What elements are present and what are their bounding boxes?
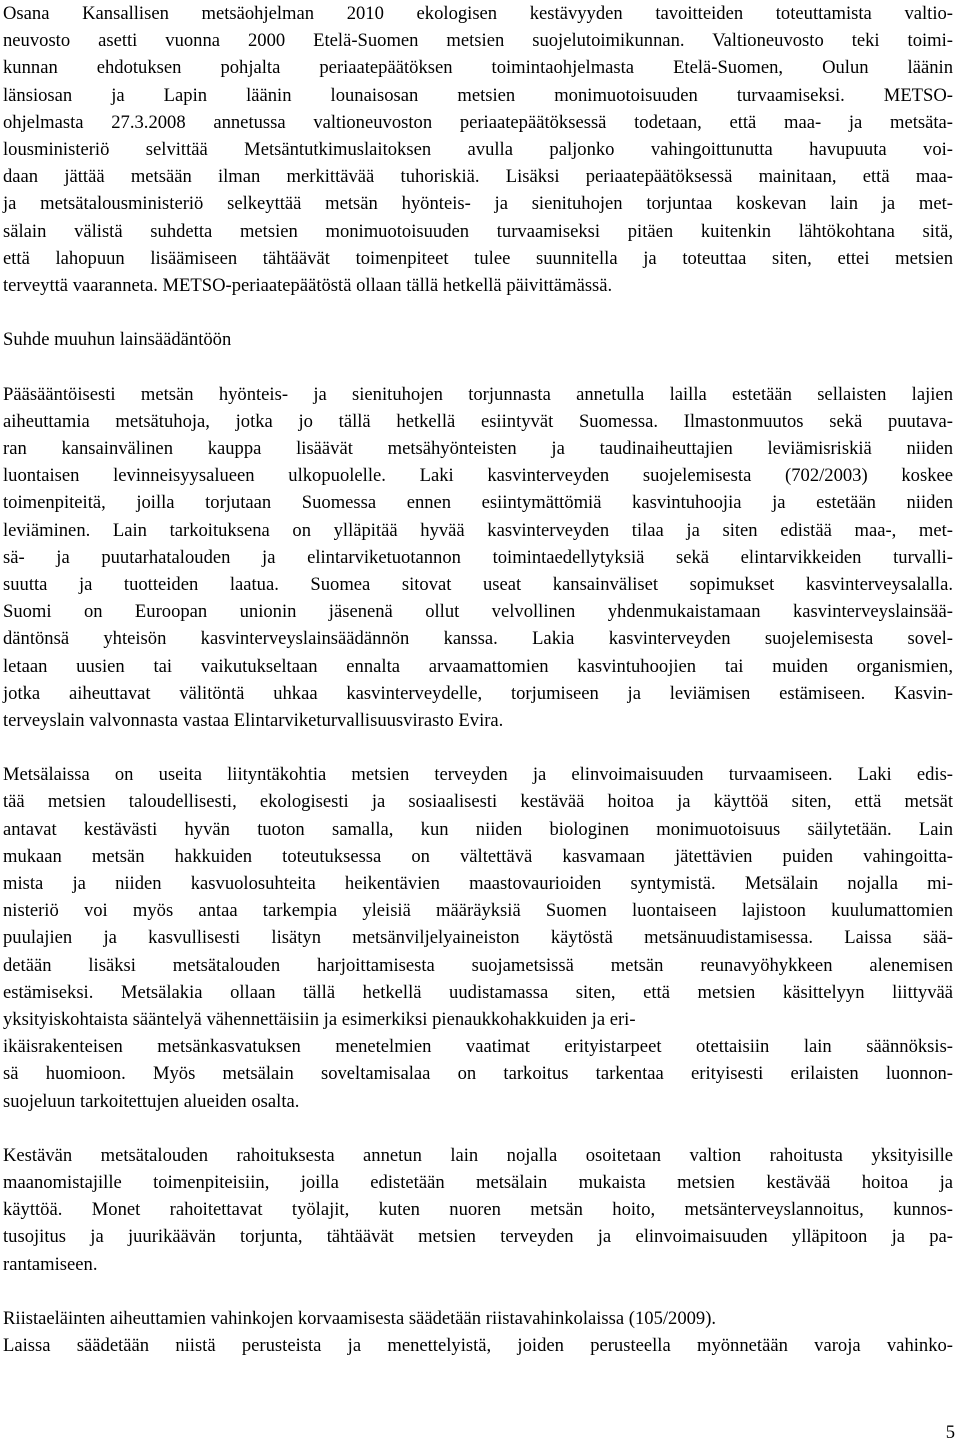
text-line: jotka aiheuttavat välitöntä uhkaa kasvinterveydelle, torjumiseen ja leviämisen estämiseen. Kasvin- — [3, 682, 953, 704]
text-line: neuvosto asetti vuonna 2000 Etelä-Suomen metsien suojelutoimikunnan. Valtioneuvosto teki toimi- — [3, 30, 953, 52]
paragraph-forest-act — [3, 761, 953, 1114]
text-line: kunnan ehdotuksen pohjalta periaatepäätöksen toimintaohjelmasta Etelä-Suomen, Oulun läänin — [3, 57, 953, 79]
text-line: leviäminen. Lain tarkoituksena on ylläpitää hyvää kasvinterveyden tilaa ja siten edistää maa-, met- — [3, 519, 953, 541]
text-line: terveyttä vaaranneta. METSO-periaatepäätöstä ollaan tällä hetkellä päivittämässä. — [3, 274, 613, 296]
text-line: estämiseksi. Metsälakia ollaan tällä hetkellä uudistamassa siten, että metsien käsittelyyn liittyvää — [3, 981, 953, 1003]
paragraph-gap — [3, 1278, 953, 1305]
section-heading: Suhde muuhun lainsäädäntöön — [3, 329, 232, 351]
text-line: daan jättää metsään ilman merkittävää tuhoriskiä. Lisäksi periaatepäätöksessä mainitaan, että maa- — [3, 166, 953, 188]
paragraph-gap — [3, 353, 953, 380]
text-line: sä huomioon. Myös metsälain soveltamisalaa on tarkoitus tarkentaa erityisesti erilaisten luonnon- — [3, 1063, 953, 1085]
text-line: luontaisen levinneisyysalueen ulkopuolelle. Laki kasvinterveyden suojelemisesta (702/2003) koskee — [3, 465, 953, 487]
text-line: terveyslain valvonnasta vastaa Elintarviketurvallisuusvirasto Evira. — [3, 709, 504, 731]
paragraph-gap — [3, 734, 953, 761]
text-line: Riistaeläinten aiheuttamien vahinkojen korvaamisesta säädetään riistavahinkolaissa (105/2009). — [3, 1308, 717, 1329]
text-line: suutta ja tuotteiden laatua. Suomea sitovat useat kansainväliset sopimukset kasvinterveysalalla. — [3, 573, 953, 595]
text-line: sälain välistä suhdetta metsien monimuotoisuuden turvaamiseksi pitäen kuitenkin lähtökohtana sitä, — [3, 220, 953, 242]
text-line: puulajien ja kasvullisesti lisätyn metsänviljelyaineiston käytöstä metsänuudistamisessa. Laissa sää- — [3, 927, 953, 949]
text-line: lousministeriö selvittää Metsäntutkimuslaitoksen avulla paljonko vahingoittunutta havupuuta voi- — [3, 138, 953, 160]
text-line: käyttöä. Monet rahoitettavat työlajit, kuten nuoren metsän hoito, metsänterveyslannoitus, kunnos- — [3, 1199, 953, 1221]
text-line: Laissa säädetään niistä perusteista ja menettelyistä, joiden perusteella myönnetään varoja vahinko- — [3, 1335, 953, 1357]
text-line: mukaan metsän hakkuiden toteutuksessa on vältettävä kasvamaan jätettävien puiden vahingoitta- — [3, 845, 953, 867]
paragraph-gap — [3, 1115, 953, 1142]
text-line: toimenpiteitä, joilla torjutaan Suomessa ennen esiintymättömiä kasvintuhoojia ja estetään niiden — [3, 492, 953, 514]
text-line: Pääsääntöisesti metsän hyönteis- ja sienituhojen torjunnasta annetulla lailla estetään sellaisten lajien — [3, 383, 953, 405]
paragraph-gap — [3, 299, 953, 326]
text-line: ohjelmasta 27.3.2008 annetussa valtioneuvoston periaatepäätöksessä todetaan, että maa- ja metsäta- — [3, 111, 953, 133]
text-line: sä- ja puutarhatalouden ja elintarviketuotannon toimintaedellytyksiä sekä elintarvikkeiden turvalli- — [3, 546, 953, 568]
text-line: tää metsien taloudellisesti, ekologisesti ja sosiaalisesti kestävää hoitoa ja käyttöä siten, että metsät — [3, 791, 953, 813]
text-line: rantamiseen. — [3, 1253, 98, 1275]
text-line: nisteriö voi myös antaa tarkempia yleisiä määräyksiä Suomen luontaiseen lajistoon kuulumattomien — [3, 900, 953, 922]
text-line: Kestävän metsätalouden rahoituksesta annetun lain nojalla osoitetaan valtion rahoitusta yksityisille — [3, 1144, 953, 1166]
page-number: 5 — [945, 1422, 955, 1443]
text-line: yksityiskohtaista sääntelyä vähennettäisiin ja esimerkiksi pienaukkohakkuiden ja eri- — [3, 1008, 636, 1030]
text-line: maanomistajille toimenpiteisiin, joilla edistetään metsälain mukaista metsien kestävää hoitoa ja — [3, 1172, 953, 1194]
paragraph-metso — [3, 0, 953, 299]
document-page — [3, 0, 953, 1359]
text-line: ikäisrakenteisen metsänkasvatuksen menetelmien vaatimat erityistarpeet otettaisiin lain säännöksis- — [3, 1036, 953, 1058]
text-line: aiheuttamia metsätuhoja, jotka jo tällä hetkellä esiintyvät Suomessa. Ilmastonmuutos sekä puutava- — [3, 410, 953, 432]
paragraph-pest-law — [3, 381, 953, 734]
text-line: däntönsä yhteisön kasvinterveyslainsäädännön kanssa. Lakia kasvinterveyden suojelemisesta sovel- — [3, 628, 953, 650]
text-line: Osana Kansallisen metsäohjelman 2010 ekologisen kestävyyden tavoitteiden toteuttamista valtio- — [3, 3, 953, 24]
text-line: antavat kestävästi hyvän tuoton samalla, kun niiden biologinen monimuotoisuus säilytetään. Lain — [3, 818, 953, 840]
text-line: länsiosan ja Lapin läänin lounaisosan metsien monimuotoisuuden turvaamiseksi. METSO- — [3, 84, 953, 106]
paragraph-financing — [3, 1142, 953, 1278]
text-line: Suomi on Euroopan unionin jäsenenä ollut velvollinen yhdenmukaistamaan kasvinterveyslainsää- — [3, 601, 953, 623]
text-line: mista ja niiden kasvuolosuhteita heikentävien maastovaurioiden syntymistä. Metsälain nojalla mi- — [3, 873, 953, 894]
text-line: detään lisäksi metsätalouden harjoittamisesta suojametsissä metsän reunavyöhykkeen alenemisen — [3, 954, 953, 976]
paragraph-game-damage — [3, 1305, 953, 1359]
text-line: että lahopuun lisäämiseen tähtäävät toimenpiteet tulee suunnitella ja toteuttaa siten, ettei metsien — [3, 247, 953, 269]
text-line: letaan uusien tai vaikutukseltaan ennalta arvaamattomien kasvintuhoojien tai muiden organismien, — [3, 655, 953, 677]
text-line: suojeluun tarkoitettujen alueiden osalta. — [3, 1090, 300, 1112]
text-line: ran kansainvälinen kauppa lisäävät metsähyönteisten ja taudinaiheuttajien leviämisriskiä niiden — [3, 438, 953, 459]
text-line: tusojitus ja juurikäävän torjunta, tähtäävät metsien terveyden ja elinvoimaisuuden ylläpitoon ja pa- — [3, 1226, 953, 1248]
text-line: ja metsätalousministeriö selkeyttää metsän hyönteis- ja sienituhojen torjuntaa koskevan lain ja met- — [3, 193, 953, 215]
text-line: Metsälaissa on useita liityntäkohtia metsien terveyden ja elinvoimaisuuden turvaamiseen. Laki edis- — [3, 764, 953, 786]
